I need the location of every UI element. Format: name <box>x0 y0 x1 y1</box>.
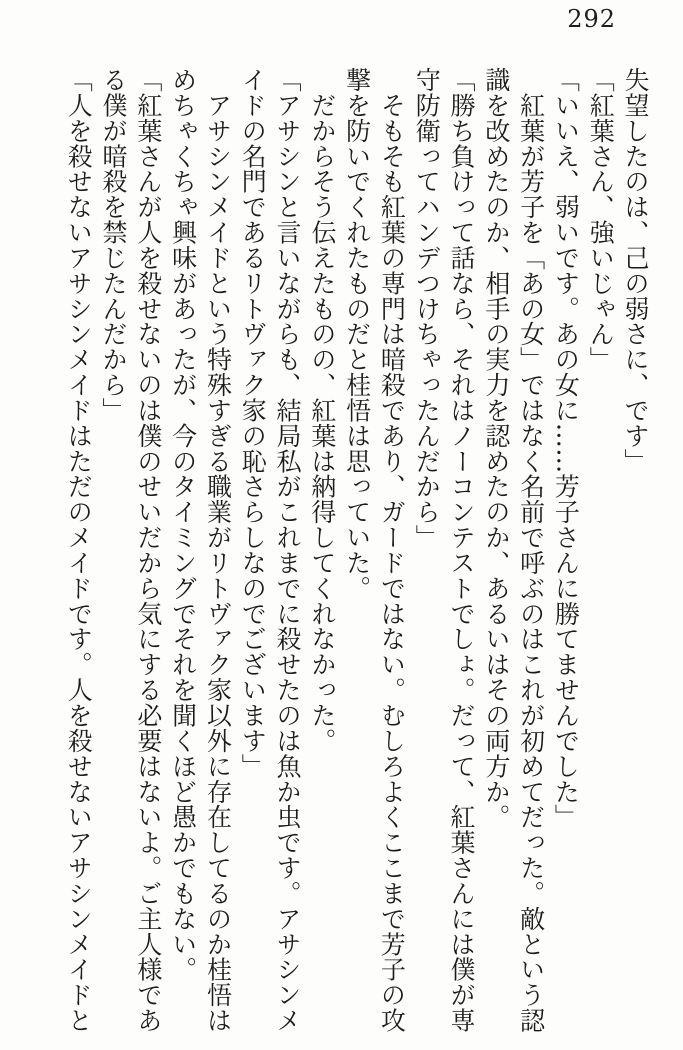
paragraph: 紅葉が芳子を「あの女」ではなく名前で呼ぶのはこれが初めてだった。敵という認識を改めたのか、相手の実力を認めたのか、あるいはその両方か。 <box>481 67 546 1033</box>
paragraph: 失望したのは、己の弱さに、です」 <box>621 67 650 474</box>
paragraph: そもそも紅葉の専門は暗殺であり、ガードではない。むしろよくここまで芳子の攻撃を防いでくれたものだと桂悟は思っていた。 <box>342 67 407 1033</box>
paragraph: 「人を殺せないアサシンメイドはただのメイドです。人を殺せないアサシンメイドと <box>64 67 94 1033</box>
paragraph: 「紅葉さんが人を殺せないのは僕のせいだから気にする必要はないよ。ご主人様である僕が暗殺を禁じたんだから」 <box>99 67 163 1033</box>
paragraph: 「いいえ、弱いです。あの女に……芳子さんに勝てませんでした」 <box>551 67 581 830</box>
paragraph: 「勝ち負けって話なら、それはノーコンテストでしょ。だって、紅葉さんには僕が専守防衛ってハンデつけちゃったんだから」 <box>412 67 477 1033</box>
paragraph: だからそう伝えたものの、紅葉は納得してくれなかった。 <box>307 67 337 754</box>
page-number: 292 <box>567 5 616 33</box>
paragraph: 「アサシンと言いながらも、結局私がこれまでに殺せたのは魚か虫です。アサシンメイドの名門であるリトヴァク家の恥さらしなのでございます」 <box>238 67 303 1033</box>
paragraph: 「紅葉さん、強いじゃん」 <box>586 67 616 373</box>
paragraph: アサシンメイドという特殊すぎる職業がリトヴァク家以外に存在してるのか桂悟はめちゃくちゃ興味があったが、今のタイミングでそれを聞くほど愚かでもない。 <box>168 67 233 1033</box>
novel-text-block <box>60 67 652 1034</box>
